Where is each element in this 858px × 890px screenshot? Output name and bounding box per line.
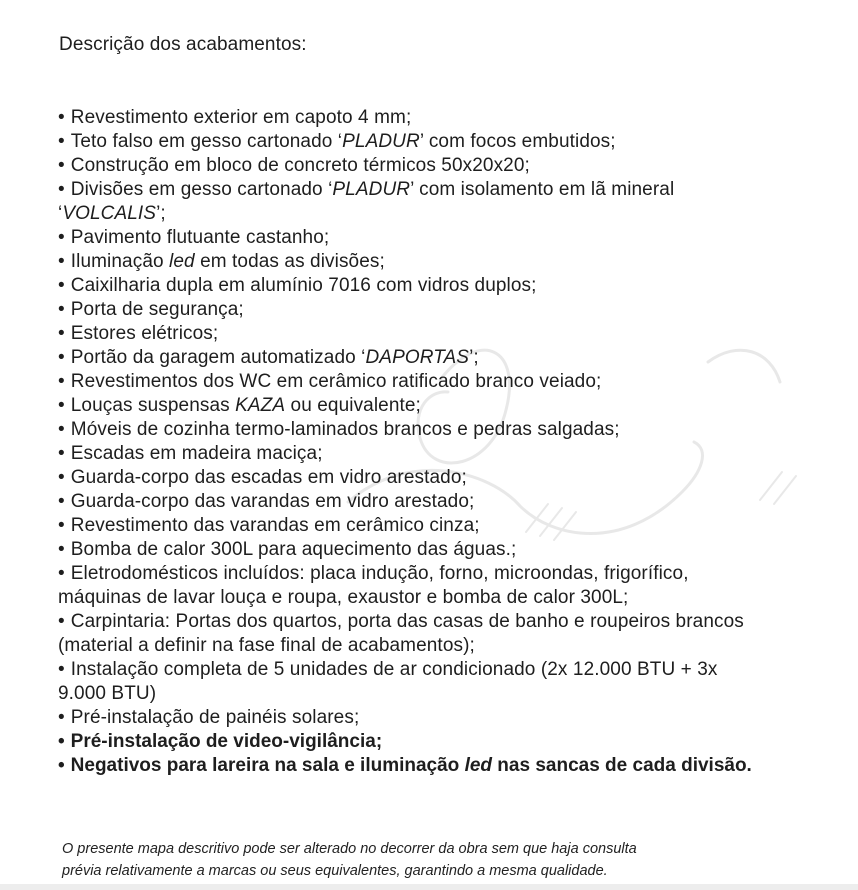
- list-item-text: Porta de segurança;: [70, 299, 244, 320]
- list-item-text: Escadas em madeira maciça;: [70, 443, 323, 464]
- list-item-text: Pré-instalação de video-vigilância;: [70, 731, 383, 752]
- list-item: [58, 322, 752, 346]
- list-item-text: Caixilharia dupla em alumínio 7016 com vidros duplos;: [70, 275, 537, 296]
- list-item: [58, 538, 752, 562]
- list-item: [58, 178, 752, 226]
- list-item: [58, 730, 752, 754]
- list-item-text: Teto falso em gesso cartonado ‘: [70, 131, 343, 152]
- list-item: [58, 370, 752, 394]
- list-item-text: 9.000 BTU): [58, 683, 157, 704]
- bullet-icon: •: [58, 179, 65, 200]
- list-item-text: Construção em bloco de concreto térmicos 50x20x20;: [70, 155, 530, 176]
- bullet-icon: •: [58, 731, 65, 752]
- list-item-text: Negativos para lareira na sala e iluminação: [70, 755, 465, 776]
- list-item-text: ’;: [156, 203, 166, 224]
- list-item-text: ’;: [469, 347, 479, 368]
- bullet-icon: •: [58, 419, 65, 440]
- list-item: [58, 490, 752, 514]
- bullet-icon: •: [58, 371, 65, 392]
- list-item-text: Revestimento das varandas em cerâmico cinza;: [70, 515, 480, 536]
- bullet-icon: •: [58, 107, 65, 128]
- list-item-text: KAZA: [235, 395, 286, 416]
- bullet-icon: •: [58, 563, 65, 584]
- bullet-icon: •: [58, 659, 65, 680]
- bullet-icon: •: [58, 539, 65, 560]
- list-item-text: em todas as divisões;: [194, 251, 385, 272]
- list-item-text: Pré-instalação de painéis solares;: [70, 707, 360, 728]
- bullet-icon: •: [58, 323, 65, 344]
- list-item: [58, 610, 752, 658]
- list-item-text: Estores elétricos;: [70, 323, 219, 344]
- bullet-icon: •: [58, 227, 65, 248]
- bullet-icon: •: [58, 155, 65, 176]
- list-item-text: nas sancas de cada divisão.: [492, 755, 752, 776]
- list-item: [58, 250, 752, 274]
- list-item: [58, 394, 752, 418]
- list-item: [58, 514, 752, 538]
- list-item-text: PLADUR: [342, 131, 420, 152]
- bullet-icon: •: [58, 251, 65, 272]
- list-item-text: Instalação completa de 5 unidades de ar condicionado (2x 12.000 BTU + 3x: [70, 659, 718, 680]
- list-item: [58, 298, 752, 322]
- list-item: [58, 154, 752, 178]
- bullet-icon: •: [58, 707, 65, 728]
- list-item-text: Guarda-corpo das escadas em vidro arestado;: [70, 467, 467, 488]
- bullet-icon: •: [58, 395, 65, 416]
- list-item-text: Iluminação: [70, 251, 170, 272]
- list-item-text: led: [169, 251, 195, 272]
- list-item-text: Revestimentos dos WC em cerâmico ratificado branco veiado;: [70, 371, 602, 392]
- list-item-text: Guarda-corpo das varandas em vidro arestado;: [70, 491, 475, 512]
- bullet-icon: •: [58, 299, 65, 320]
- list-item-text: VOLCALIS: [62, 203, 157, 224]
- bullet-icon: •: [58, 755, 65, 776]
- list-item-text: DAPORTAS: [365, 347, 470, 368]
- bullet-icon: •: [58, 275, 65, 296]
- list-item-text: Portão da garagem automatizado ‘: [70, 347, 366, 368]
- bullet-icon: •: [58, 347, 65, 368]
- list-item: [58, 274, 752, 298]
- list-item: [58, 442, 752, 466]
- list-item: [58, 226, 752, 250]
- list-item: [58, 418, 752, 442]
- list-item-text: PLADUR: [332, 179, 411, 200]
- bullet-icon: •: [58, 611, 65, 632]
- list-item-text: Eletrodomésticos incluídos: placa indução, forno, microondas, frigorífico,: [70, 563, 689, 584]
- list-item-text: (material a definir na fase final de acabamentos);: [58, 635, 475, 656]
- list-item-text: Louças suspensas: [70, 395, 236, 416]
- list-item-text: Carpintaria: Portas dos quartos, porta das casas de banho e roupeiros brancos: [70, 611, 744, 632]
- list-item-text: ou equivalente;: [285, 395, 421, 416]
- list-item: [58, 346, 752, 370]
- list-item-text: Móveis de cozinha termo-laminados brancos e pedras salgadas;: [70, 419, 620, 440]
- list-item-text: ’ com isolamento em lã mineral: [410, 179, 675, 200]
- list-item-text: Divisões em gesso cartonado ‘: [70, 179, 333, 200]
- bullet-icon: •: [58, 131, 65, 152]
- list-item-text: Bomba de calor 300L para aquecimento das águas.;: [70, 539, 517, 560]
- bullet-icon: •: [58, 467, 65, 488]
- list-item: [58, 562, 752, 610]
- list-item: [58, 130, 752, 154]
- page-title: Descrição dos acabamentos:: [59, 34, 307, 55]
- list-item: [58, 466, 752, 490]
- list-item-text: máquinas de lavar louça e roupa, exaustor e bomba de calor 300L;: [58, 587, 629, 608]
- list-item: [58, 706, 752, 730]
- list-item-text: Pavimento flutuante castanho;: [70, 227, 330, 248]
- bullet-icon: •: [58, 443, 65, 464]
- scan-edge-artifact: [0, 884, 858, 890]
- list-item-text: ’ com focos embutidos;: [419, 131, 616, 152]
- list-item-text: ‘: [58, 203, 63, 224]
- list-item-text: led: [464, 755, 493, 776]
- finishes-list: [58, 106, 752, 778]
- list-item-text: Revestimento exterior em capoto 4 mm;: [70, 107, 412, 128]
- list-item: [58, 658, 752, 706]
- list-item: [58, 106, 752, 130]
- bullet-icon: •: [58, 491, 65, 512]
- list-item: [58, 754, 752, 778]
- footer-note: O presente mapa descritivo pode ser alterado no decorrer da obra sem que haja consulta prévia relativamente a marcas ou seus equivalentes, garantindo a mesma qualidade.: [62, 841, 637, 879]
- bullet-icon: •: [58, 515, 65, 536]
